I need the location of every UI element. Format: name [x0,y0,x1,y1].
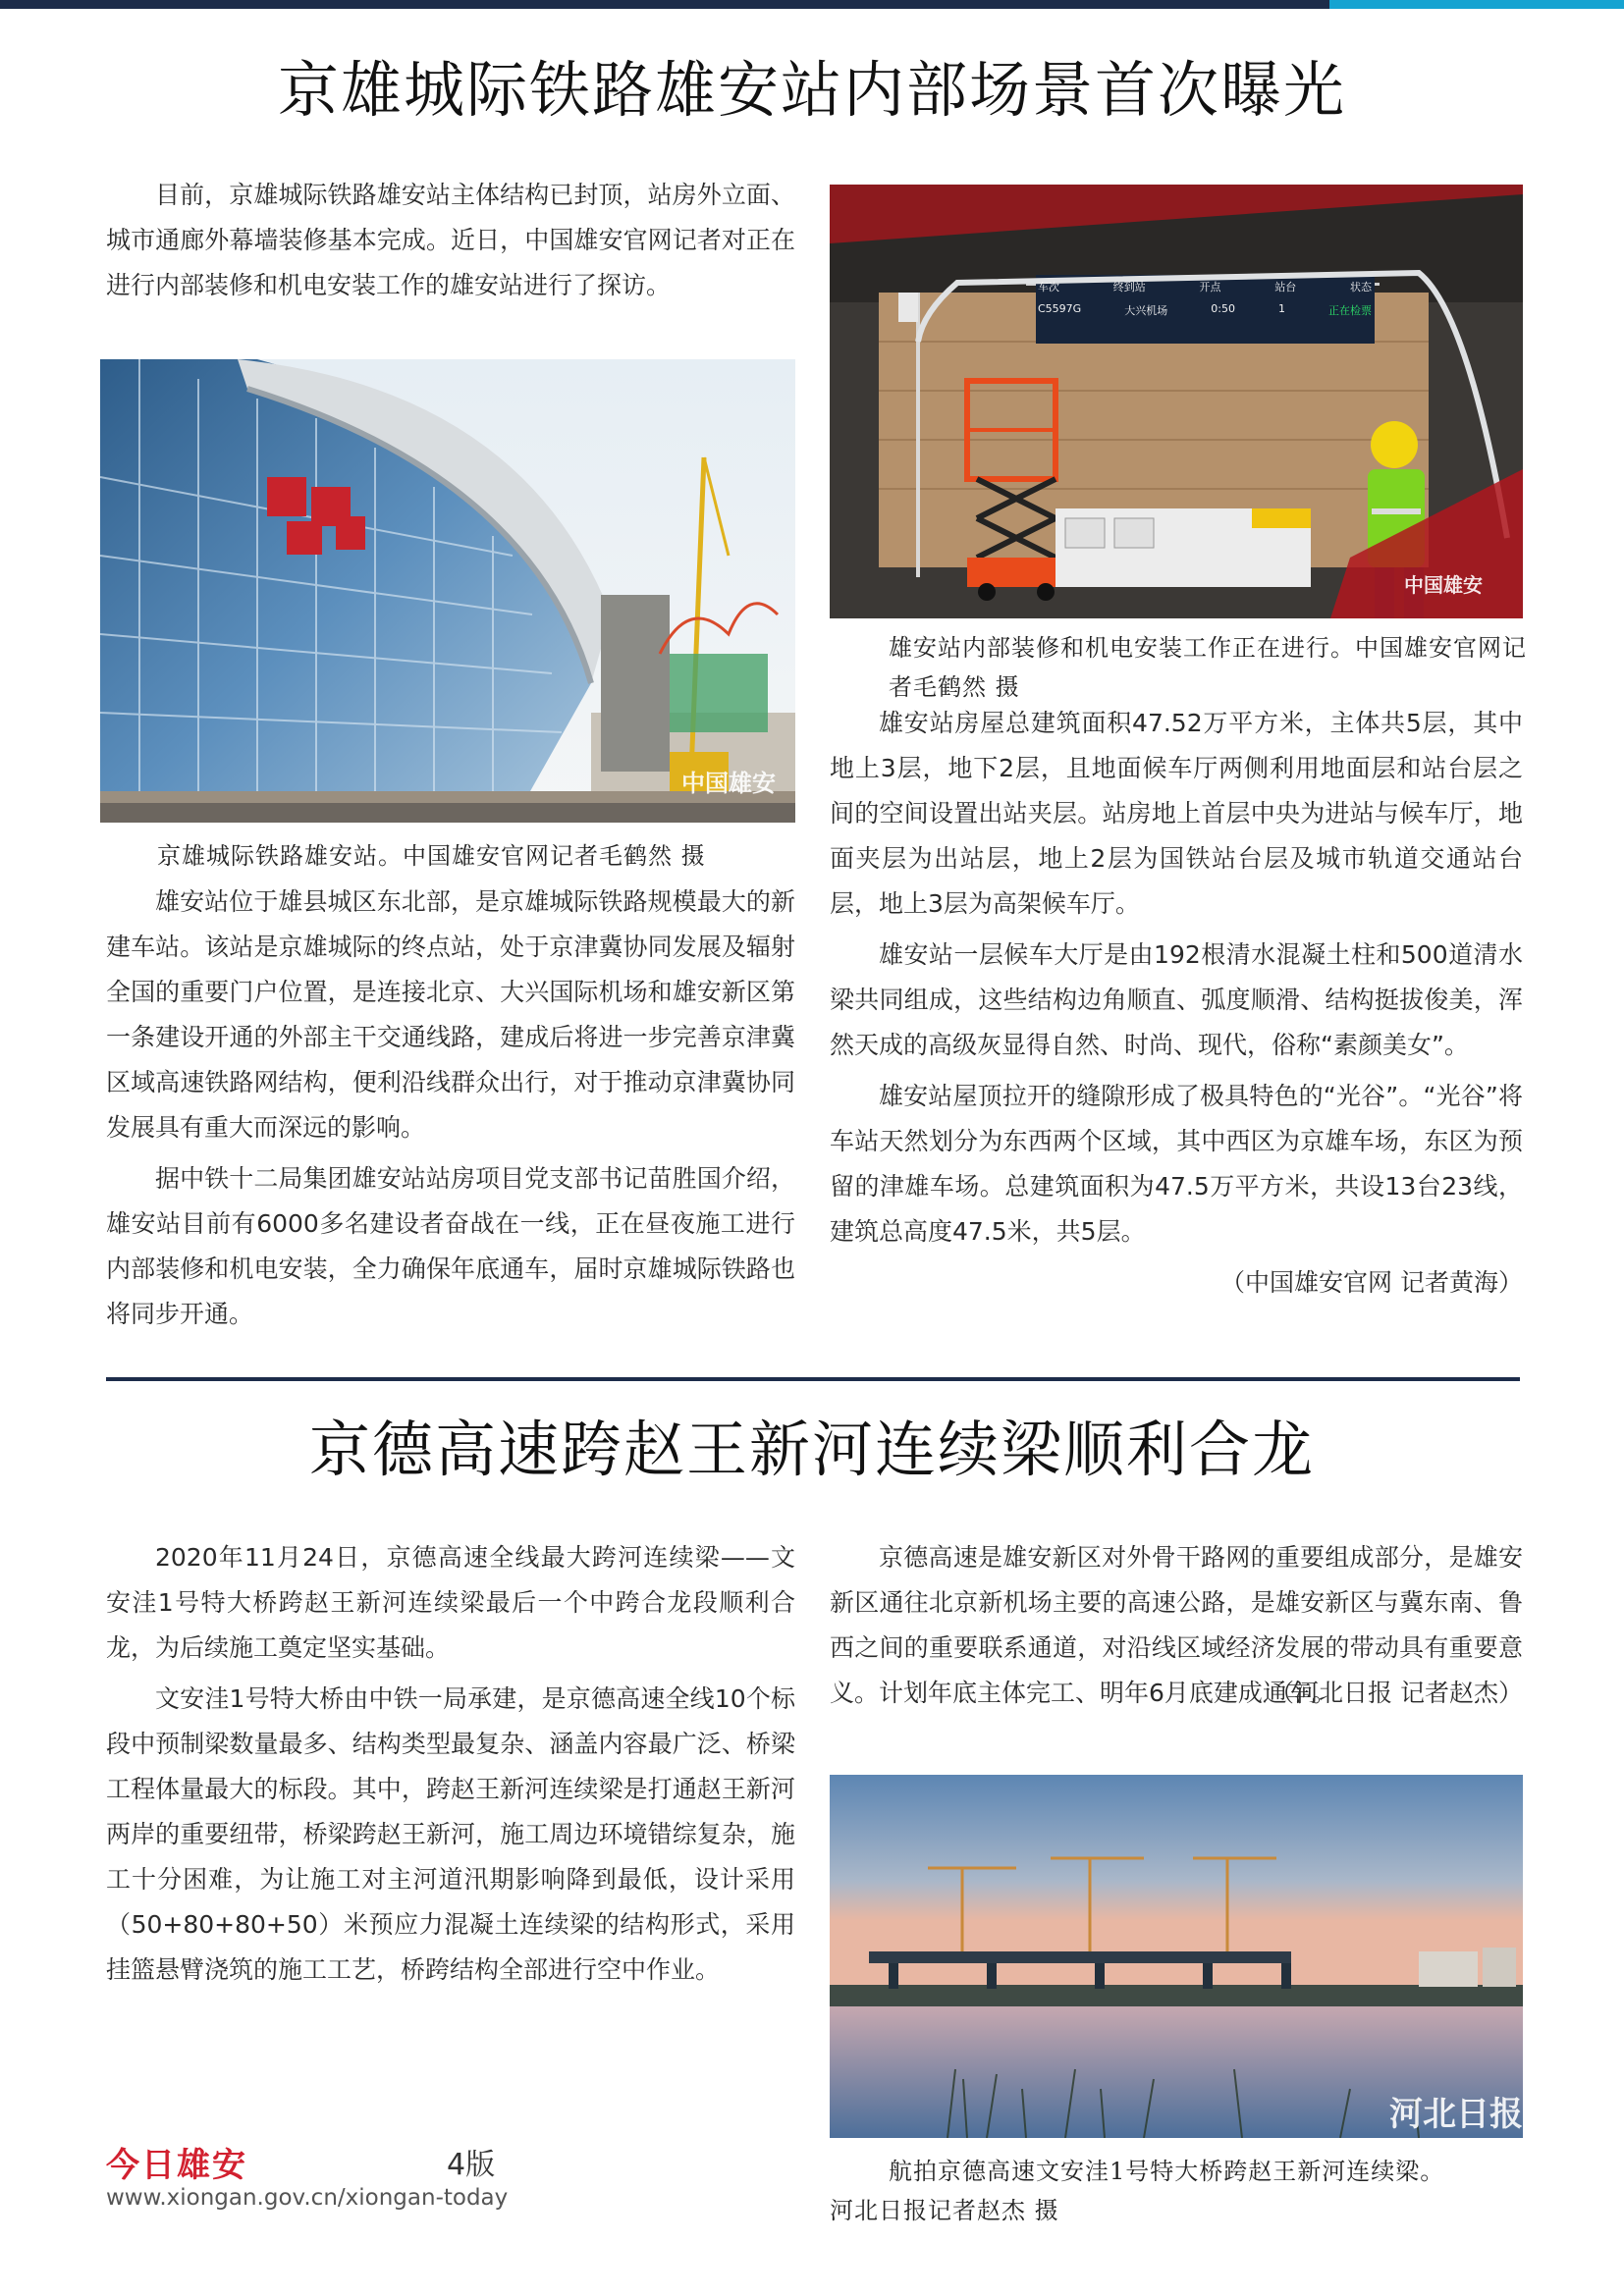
bridge-photo-caption-line1: 航拍京德高速文安洼1号特大桥跨赵王新河连续梁。 [889,2158,1445,2185]
departure-board-row [1038,302,1372,318]
article1-right-column [830,701,1523,1311]
article1-para-right-3: 雄安站屋顶拉开的缝隙形成了极具特色的“光谷”。“光谷”将车站天然划分为东西两个区域，其中西区为京雄车场，东区为预留的津雄车场。总建筑面积为47.5万平方米，共设13台23线，建筑总高度47.5米，共5层。 [830,1082,1523,1246]
top-banner-bar [0,0,1624,9]
footer-logo: 今日雄安 [106,2146,247,2185]
article1-byline: （中国雄安官网 记者黄海） [1220,1268,1523,1297]
board-platform: 1 [1277,302,1285,315]
photo2-caption: 雄安站内部装修和机电安装工作正在进行。中国雄安官网记者毛鹤然 摄 [889,634,1527,701]
article1-para-right-1: 雄安站房屋总建筑面积47.52万平方米，主体共5层，其中地上3层，地下2层，且地面候车厅两侧利用地面层和站台层之间的空间设置出站夹层。站房地上首层中央为进站与候车厅，地面夹层为出站层，地上2层为国铁站台层及城市轨道交通站台层，地上3层为高架候车厅。 [830,709,1523,918]
article2-right-column [830,1535,1523,1722]
article2-para-right-1: 京德高速是雄安新区对外骨干路网的重要组成部分，是雄安新区通往北京新机场主要的高速公路，是雄安新区与冀东南、鲁西之间的重要联系通道，对沿线区域经济发展的带动具有重要意义。计划年底主体完工、明年6月底建成通车。 [830,1543,1523,1707]
board-col-dest: 终到站 [1112,281,1146,294]
footer-page-number: 4版 [447,2148,496,2182]
article1-left-column [106,880,795,1343]
board-time: 0:50 [1211,302,1235,315]
bridge-aerial-photo [830,1775,1523,2138]
photo1-caption: 京雄城际铁路雄安站。中国雄安官网记者毛鹤然 摄 [157,842,706,870]
article1-intro [106,173,795,314]
article2-byline: （河北日报 记者赵杰） [1270,1679,1523,1707]
bridge-photo-watermark: 河北日报 [1389,2095,1523,2134]
photo1-watermark: 中国雄安 [681,769,776,797]
article2-para-left-1: 2020年11月24日，京德高速全线最大跨河连续梁——文安洼1号特大桥跨赵王新河连续梁最后一个中跨合龙段顺利合龙，为后续施工奠定坚实基础。 [106,1543,795,1662]
bridge-photo-caption-line2: 河北日报记者赵杰 摄 [830,2197,1059,2224]
board-col-status: 状态 [1350,281,1372,294]
departure-board-header [1038,279,1372,294]
section-divider [106,1377,1520,1381]
article2-title: 京德高速跨赵王新河连续梁顺利合龙 [308,1414,1315,1485]
board-train-number: C5597G [1038,302,1082,315]
article1-para-left-2: 据中铁十二局集团雄安站站房项目党支部书记苗胜国介绍，雄安站目前有6000多名建设者奋战在一线，正在昼夜施工进行内部装修和机电安装，全力确保年底通车，届时京雄城际铁路也将同步开通。 [106,1164,795,1328]
station-exterior-photo [100,359,795,823]
top-banner-accent [1329,0,1624,9]
article1-para-right-2: 雄安站一层候车大厅是由192根清水混凝土柱和500道清水梁共同组成，这些结构边角顺直、弧度顺滑、结构挺拔俊美，浑然天成的高级灰显得自然、时尚、现代，俗称“素颜美女”。 [830,940,1523,1059]
article1-intro-text: 目前，京雄城际铁路雄安站主体结构已封顶，站房外立面、城市通廊外幕墙装修基本完成。近日，中国雄安官网记者对正在进行内部装修和机电安装工作的雄安站进行了探访。 [106,181,795,299]
board-col-platform: 站台 [1274,281,1297,294]
board-status: 正在检票 [1327,304,1372,317]
article2-para-left-2: 文安洼1号特大桥由中铁一局承建，是京德高速全线10个标段中预制梁数量最多、结构类型最复杂、涵盖内容最广泛、桥梁工程体量最大的标段。其中，跨赵王新河连续梁是打通赵王新河两岸的重要纽带，桥梁跨赵王新河，施工周边环境错综复杂，施工十分困难，为让施工对主河道汛期影响降到最低，设计采用（50+80+80+50）米预应力混凝土连续梁的结构形式，采用挂篮悬臂浇筑的施工工艺，桥跨结构全部进行空中作业。 [106,1684,795,1984]
article1-title: 京雄城际铁路雄安站内部场景首次曝光 [277,54,1346,126]
article2-left-column [106,1535,795,1999]
board-destination: 大兴机场 [1124,304,1168,317]
article1-para-left-1: 雄安站位于雄县城区东北部，是京雄城际铁路规模最大的新建车站。该站是京雄城际的终点站，处于京津冀协同发展及辐射全国的重要门户位置，是连接北京、大兴国际机场和雄安新区第一条建设开通的外部主干交通线路，建成后将进一步完善京津冀区域高速铁路网结构，便利沿线群众出行，对于推动京津冀协同发展具有重大而深远的影响。 [106,887,795,1142]
board-col-train: 车次 [1038,281,1059,294]
photo2-watermark: 中国雄安 [1404,573,1483,597]
footer-url[interactable]: www.xiongan.gov.cn/xiongan-today [106,2185,509,2211]
board-col-time: 开点 [1199,281,1221,294]
station-interior-photo [830,185,1523,618]
